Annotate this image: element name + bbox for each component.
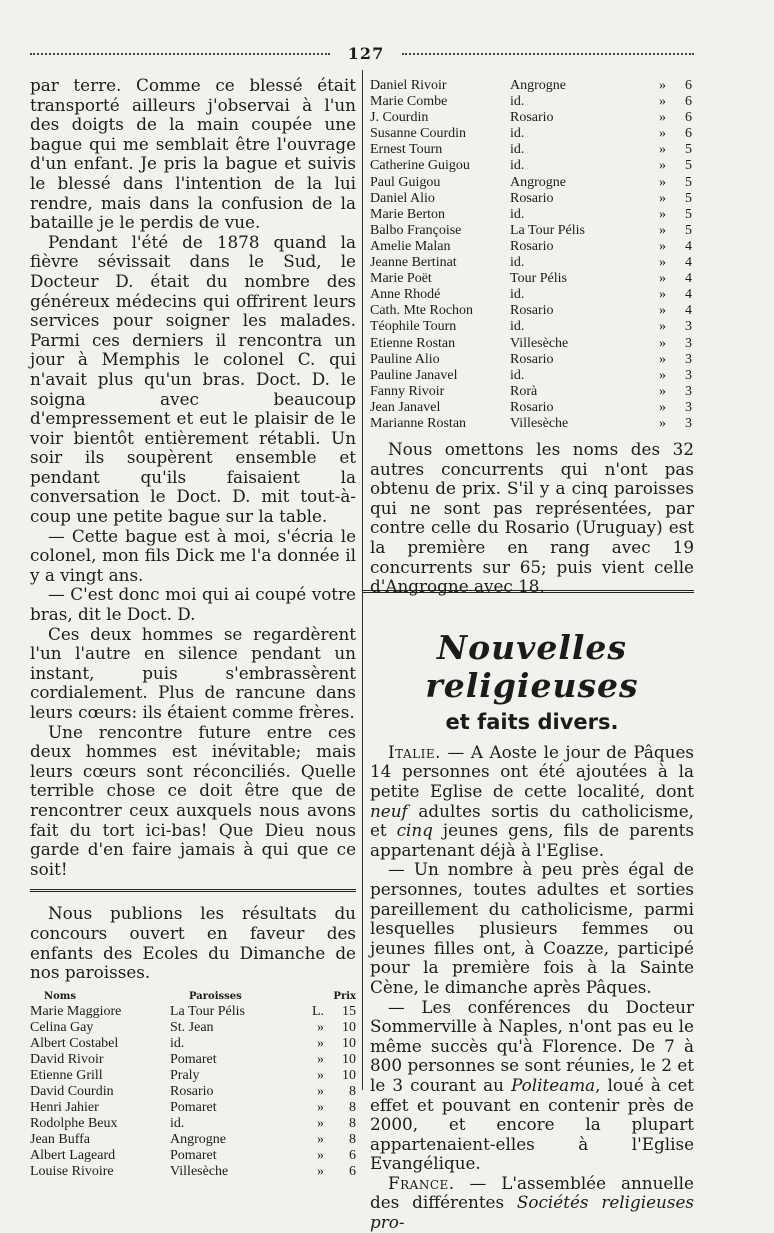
header-ornament-left xyxy=(30,53,330,59)
contestant-parish: La Tour Pélis xyxy=(170,1003,245,1019)
header-parishes: Paroisses xyxy=(189,990,242,1002)
news-paragraph: — Un nombre à peu près égal de personnes, toutes adultes et sorties pareillement du catholicisme, parmi lesquelles plusieurs femmes ou jeunes filles ont, à Coazze, participé pour la première fois à la Sainte Cène, le dimanche après Pâques. xyxy=(370,859,694,997)
contestant-name: Marie Combe xyxy=(370,94,448,110)
contestant-name: Daniel Alio xyxy=(370,190,435,206)
prize-unit: » xyxy=(659,78,666,93)
contestant-name: Balbo Françoise xyxy=(370,222,462,238)
result-row xyxy=(370,110,694,126)
right-column xyxy=(370,78,694,1233)
prize-unit: » xyxy=(659,319,666,335)
contestant-name: Albert Costabel xyxy=(30,1035,119,1051)
contestant-name: Téophile Tourn xyxy=(370,319,457,335)
section-rule xyxy=(30,889,356,892)
result-row xyxy=(370,287,694,303)
result-row xyxy=(30,1020,356,1036)
prize-value: 8 xyxy=(349,1115,356,1131)
contestant-parish: St. Jean xyxy=(170,1019,214,1035)
result-row xyxy=(30,1148,356,1164)
contestant-parish: Rorà xyxy=(510,383,538,399)
contestant-parish: Rosario xyxy=(510,110,554,126)
contestant-parish: Angrogne xyxy=(170,1131,226,1147)
contestant-parish: Pomaret xyxy=(170,1147,217,1163)
prize-unit: » xyxy=(659,367,666,383)
contestant-name: Jean Janavel xyxy=(370,399,441,415)
contestant-name: Amelie Malan xyxy=(370,238,451,254)
prize-unit: L. xyxy=(311,1003,324,1019)
contestant-parish: Rosario xyxy=(510,303,554,319)
result-row xyxy=(370,336,694,352)
prize-value: 15 xyxy=(342,1003,356,1019)
section-title: Nouvelles religieuses xyxy=(425,627,639,705)
contestant-name: Pauline Alio xyxy=(370,351,440,367)
result-row xyxy=(30,1132,356,1148)
section-rule xyxy=(362,590,694,593)
contestant-parish: id. xyxy=(510,367,525,383)
contestant-parish: id. xyxy=(510,206,525,222)
contestant-parish: Villesèche xyxy=(170,1163,229,1179)
result-row xyxy=(30,1164,356,1180)
prize-unit: » xyxy=(317,1083,324,1099)
news-emphasis: cinq xyxy=(396,820,433,841)
contestant-parish: id. xyxy=(510,319,525,335)
contestant-name: Louise Rivoire xyxy=(30,1163,114,1179)
prize-value: 8 xyxy=(349,1131,356,1147)
contestant-name: David Courdin xyxy=(30,1083,114,1099)
result-row xyxy=(370,78,694,94)
contestant-name: Marie Berton xyxy=(370,206,446,222)
result-row xyxy=(370,255,694,271)
contestant-name: J. Courdin xyxy=(370,110,429,126)
prize-value: 4 xyxy=(685,303,692,319)
news-naples xyxy=(370,998,694,1174)
contestant-name: Albert Lageard xyxy=(30,1147,116,1163)
prize-value: 4 xyxy=(685,271,692,287)
result-row xyxy=(370,416,694,432)
prize-value: 3 xyxy=(685,399,692,415)
prize-unit: » xyxy=(659,110,666,126)
news-emphasis: Politeama xyxy=(511,1074,596,1095)
contestant-parish: id. xyxy=(170,1035,185,1051)
result-row xyxy=(370,126,694,142)
prize-value: 8 xyxy=(349,1099,356,1115)
news-text: — A Aoste le jour de Pâques 14 personnes ont été ajoutées à la petite Eglise de cette localité, dont xyxy=(370,741,694,801)
prize-unit: » xyxy=(659,142,666,158)
results-header xyxy=(30,991,356,1002)
prize-value: 3 xyxy=(685,367,692,383)
result-row xyxy=(370,175,694,191)
result-row xyxy=(30,1116,356,1132)
contestant-parish: Praly xyxy=(170,1067,200,1083)
result-row xyxy=(30,1004,356,1020)
page-number: 127 xyxy=(347,44,385,63)
prize-value: 3 xyxy=(685,415,692,431)
prize-unit: » xyxy=(317,1051,324,1067)
prize-unit: » xyxy=(317,1099,324,1115)
contestant-parish: Rosario xyxy=(170,1083,214,1099)
story-paragraph: — C'est donc moi qui ai coupé votre bras, dit le Doct. D. xyxy=(30,584,356,625)
contestant-parish: id. xyxy=(510,255,525,271)
news-text: — L'assemblée annuelle des différentes xyxy=(370,1172,694,1213)
result-row xyxy=(370,352,694,368)
prize-unit: » xyxy=(317,1131,324,1147)
contestant-name: Pauline Janavel xyxy=(370,367,458,383)
prize-value: 6 xyxy=(685,94,692,110)
results-list-right xyxy=(370,78,694,432)
story-paragraph: Pendant l'été de 1878 quand la fièvre sévissait dans le Sud, le Docteur D. était du nombre des généreux médecins qui offrirent leurs services pour soigner les malades. Parmi ces derniers il rencontra un jour à Memphis le colonel C. qui n'avait plus qu'un bras. Doct. D. le soigna avec beaucoup d'empressement et eut le plaisir de le voir bientôt entièrement rétabli. Un soir ils soupèrent ensemble et pendant qu'ils faisaient la conversation le Doct. D. mit tout-à-coup une petite bague sur la table. xyxy=(30,231,356,527)
column-divider xyxy=(362,70,363,1090)
prize-unit: » xyxy=(659,415,666,431)
news-emphasis: neuf xyxy=(370,800,408,821)
prize-unit: » xyxy=(659,335,666,351)
results-list-left xyxy=(30,1004,356,1180)
prize-unit: » xyxy=(659,287,666,303)
story-paragraph: — Cette bague est à moi, s'écria le colonel, mon fils Dick me l'a donnée il y a vingt ans. xyxy=(30,525,356,585)
contestant-parish: Angrogne xyxy=(510,78,566,93)
prize-value: 6 xyxy=(685,110,692,126)
contestant-name: Rodolphe Beux xyxy=(30,1115,118,1131)
news-label-italie: Italie. xyxy=(388,741,441,762)
contestant-name: Cath. Mte Rochon xyxy=(370,303,474,319)
prize-value: 4 xyxy=(685,238,692,254)
contestant-parish: Villesèche xyxy=(510,415,569,431)
contestant-parish: Pomaret xyxy=(170,1099,217,1115)
contestant-name: Etienne Rostan xyxy=(370,335,456,351)
result-row xyxy=(370,400,694,416)
prize-value: 5 xyxy=(685,158,692,174)
contestant-parish: id. xyxy=(170,1115,185,1131)
prize-value: 3 xyxy=(685,351,692,367)
contestant-name: Etienne Grill xyxy=(30,1067,103,1083)
prize-value: 5 xyxy=(685,142,692,158)
story-paragraph: Une rencontre future entre ces deux hommes est inévitable; mais leurs cœurs sont réconciliés. Quelle terrible chose ce doit être que de rencontrer ceux auxquels nous avons fait du tort ici-bas! Que Dieu nous garde d'en faire jamais à qui que ce soit! xyxy=(30,721,356,879)
prize-value: 5 xyxy=(685,174,692,190)
result-row xyxy=(370,223,694,239)
result-row xyxy=(30,1100,356,1116)
contestant-name: Henri Jahier xyxy=(30,1099,99,1115)
prize-unit: » xyxy=(659,126,666,142)
prize-unit: » xyxy=(659,174,666,190)
contestant-name: Marie Maggiore xyxy=(30,1003,122,1019)
result-row xyxy=(370,271,694,287)
prize-unit: » xyxy=(659,190,666,206)
contestant-name: Jean Buffa xyxy=(30,1131,90,1147)
news-text: adultes sortis du catholicisme, et xyxy=(370,800,694,841)
prize-value: 3 xyxy=(685,319,692,335)
page-header xyxy=(30,44,694,64)
prize-value: 3 xyxy=(685,383,692,399)
prize-value: 3 xyxy=(685,335,692,351)
prize-value: 6 xyxy=(349,1147,356,1163)
result-row xyxy=(370,207,694,223)
contest-intro: Nous publions les résultats du concours ouvert en faveur des enfants des Ecoles du Dimanche de nos paroisses. xyxy=(30,903,356,983)
result-row xyxy=(370,94,694,110)
prize-unit: » xyxy=(659,158,666,174)
contestant-parish: id. xyxy=(510,142,525,158)
result-row xyxy=(370,191,694,207)
news-label-france: France. xyxy=(388,1172,455,1193)
contestant-parish: id. xyxy=(510,126,525,142)
prize-value: 5 xyxy=(685,222,692,238)
contestant-name: Marianne Rostan xyxy=(370,415,467,431)
contestant-parish: Rosario xyxy=(510,238,554,254)
prize-unit: » xyxy=(659,94,666,110)
prize-value: 6 xyxy=(685,78,692,93)
prize-unit: » xyxy=(659,222,666,238)
prize-value: 6 xyxy=(685,126,692,142)
prize-value: 10 xyxy=(342,1067,356,1083)
prize-unit: » xyxy=(659,271,666,287)
prize-unit: » xyxy=(659,383,666,399)
contestant-name: Susanne Courdin xyxy=(370,126,467,142)
result-row xyxy=(30,1068,356,1084)
prize-unit: » xyxy=(317,1163,324,1179)
contestant-parish: Rosario xyxy=(510,399,554,415)
contestant-name: Celina Gay xyxy=(30,1019,94,1035)
prize-unit: » xyxy=(659,303,666,319)
result-row xyxy=(370,239,694,255)
contestant-name: Paul Guigou xyxy=(370,174,441,190)
section-subtitle: et faits divers. xyxy=(445,709,619,734)
contestant-name: Fanny Rivoir xyxy=(370,383,445,399)
prize-value: 4 xyxy=(685,287,692,303)
contestant-name: Ernest Tourn xyxy=(370,142,443,158)
result-row xyxy=(370,319,694,335)
prize-unit: » xyxy=(659,206,666,222)
contestant-name: Jeanne Bertinat xyxy=(370,255,457,271)
news-emphasis: Sociétés religieuses pro- xyxy=(370,1192,695,1233)
prize-unit: » xyxy=(659,255,666,271)
header-ornament-right xyxy=(402,53,694,59)
prize-value: 4 xyxy=(685,255,692,271)
prize-unit: » xyxy=(659,399,666,415)
contestant-parish: Angrogne xyxy=(510,174,566,190)
story-paragraph: par terre. Comme ce blessé était transporté ailleurs j'observai à l'un des doigts de la main coupée une bague qui me semblait être l'ouvrage d'un enfant. Je pris la bague et suivis le blessé dans l'intention de la lui rendre, mais dans la confusion de la bataille je le perdis de vue. xyxy=(30,75,356,233)
contestant-name: Marie Poët xyxy=(370,271,432,287)
result-row xyxy=(30,1084,356,1100)
contestant-parish: id. xyxy=(510,287,525,303)
contestant-parish: Pomaret xyxy=(170,1051,217,1067)
prize-unit: » xyxy=(317,1115,324,1131)
prize-value: 5 xyxy=(685,190,692,206)
contestant-name: David Rivoir xyxy=(30,1051,104,1067)
contestant-parish: id. xyxy=(510,158,525,174)
prize-unit: » xyxy=(317,1067,324,1083)
prize-unit: » xyxy=(317,1147,324,1163)
contestant-name: Anne Rhodé xyxy=(370,287,441,303)
news-text: — Les conférences du Docteur Sommerville à Naples, n'ont pas eu le même succès qu'à Florence. De 7 à 800 personnes se sont réunies, le 2 et le 3 courant au xyxy=(370,996,694,1095)
result-row xyxy=(30,1052,356,1068)
news-italie xyxy=(370,743,694,861)
contestant-parish: La Tour Pélis xyxy=(510,222,585,238)
prize-value: 10 xyxy=(342,1051,356,1067)
prize-value: 8 xyxy=(349,1083,356,1099)
news-text: , loué à cet effet et pouvant en contenir près de 2000, et encore la plupart appartenaient-elles à l'Eglise Evangélique. xyxy=(370,1074,695,1174)
contestant-parish: Rosario xyxy=(510,351,554,367)
story-paragraph: Ces deux hommes se regardèrent l'un l'autre en silence pendant un instant, puis s'embrassèrent cordialement. Plus de rancune dans leurs cœurs: ils étaient comme frères. xyxy=(30,623,356,722)
prize-unit: » xyxy=(659,238,666,254)
result-row xyxy=(370,368,694,384)
left-column xyxy=(30,76,356,1180)
result-row xyxy=(370,384,694,400)
contestant-parish: id. xyxy=(510,94,525,110)
omitted-note: Nous omettons les noms des 32 autres concurrents qui n'ont pas obtenu de prix. S'il y a cinq paroisses qui ne sont pas représentées, par contre celle du Rosario (Uruguay) est la première en rang avec 19 concurrents sur 65; puis vient celle d'Angrogne avec 18. xyxy=(370,439,694,597)
contestant-name: Daniel Rivoir xyxy=(370,78,447,93)
result-row xyxy=(30,1036,356,1052)
prize-unit: » xyxy=(659,351,666,367)
news-text: jeunes gens, fils de parents appartenant déjà à l'Eglise. xyxy=(370,820,694,860)
contestant-parish: Tour Pélis xyxy=(510,271,567,287)
contestant-name: Catherine Guigou xyxy=(370,158,470,174)
contestant-parish: Villesèche xyxy=(510,335,569,351)
prize-value: 6 xyxy=(349,1163,356,1179)
prize-unit: » xyxy=(317,1019,324,1035)
result-row xyxy=(370,303,694,319)
prize-value: 10 xyxy=(342,1019,356,1035)
prize-value: 5 xyxy=(685,206,692,222)
result-row xyxy=(370,158,694,174)
prize-unit: » xyxy=(317,1035,324,1051)
contestant-parish: Rosario xyxy=(510,190,554,206)
result-row xyxy=(370,142,694,158)
news-france xyxy=(370,1174,694,1233)
prize-value: 10 xyxy=(342,1035,356,1051)
header-prize: Prix xyxy=(333,990,356,1002)
header-names: Noms xyxy=(44,990,77,1002)
